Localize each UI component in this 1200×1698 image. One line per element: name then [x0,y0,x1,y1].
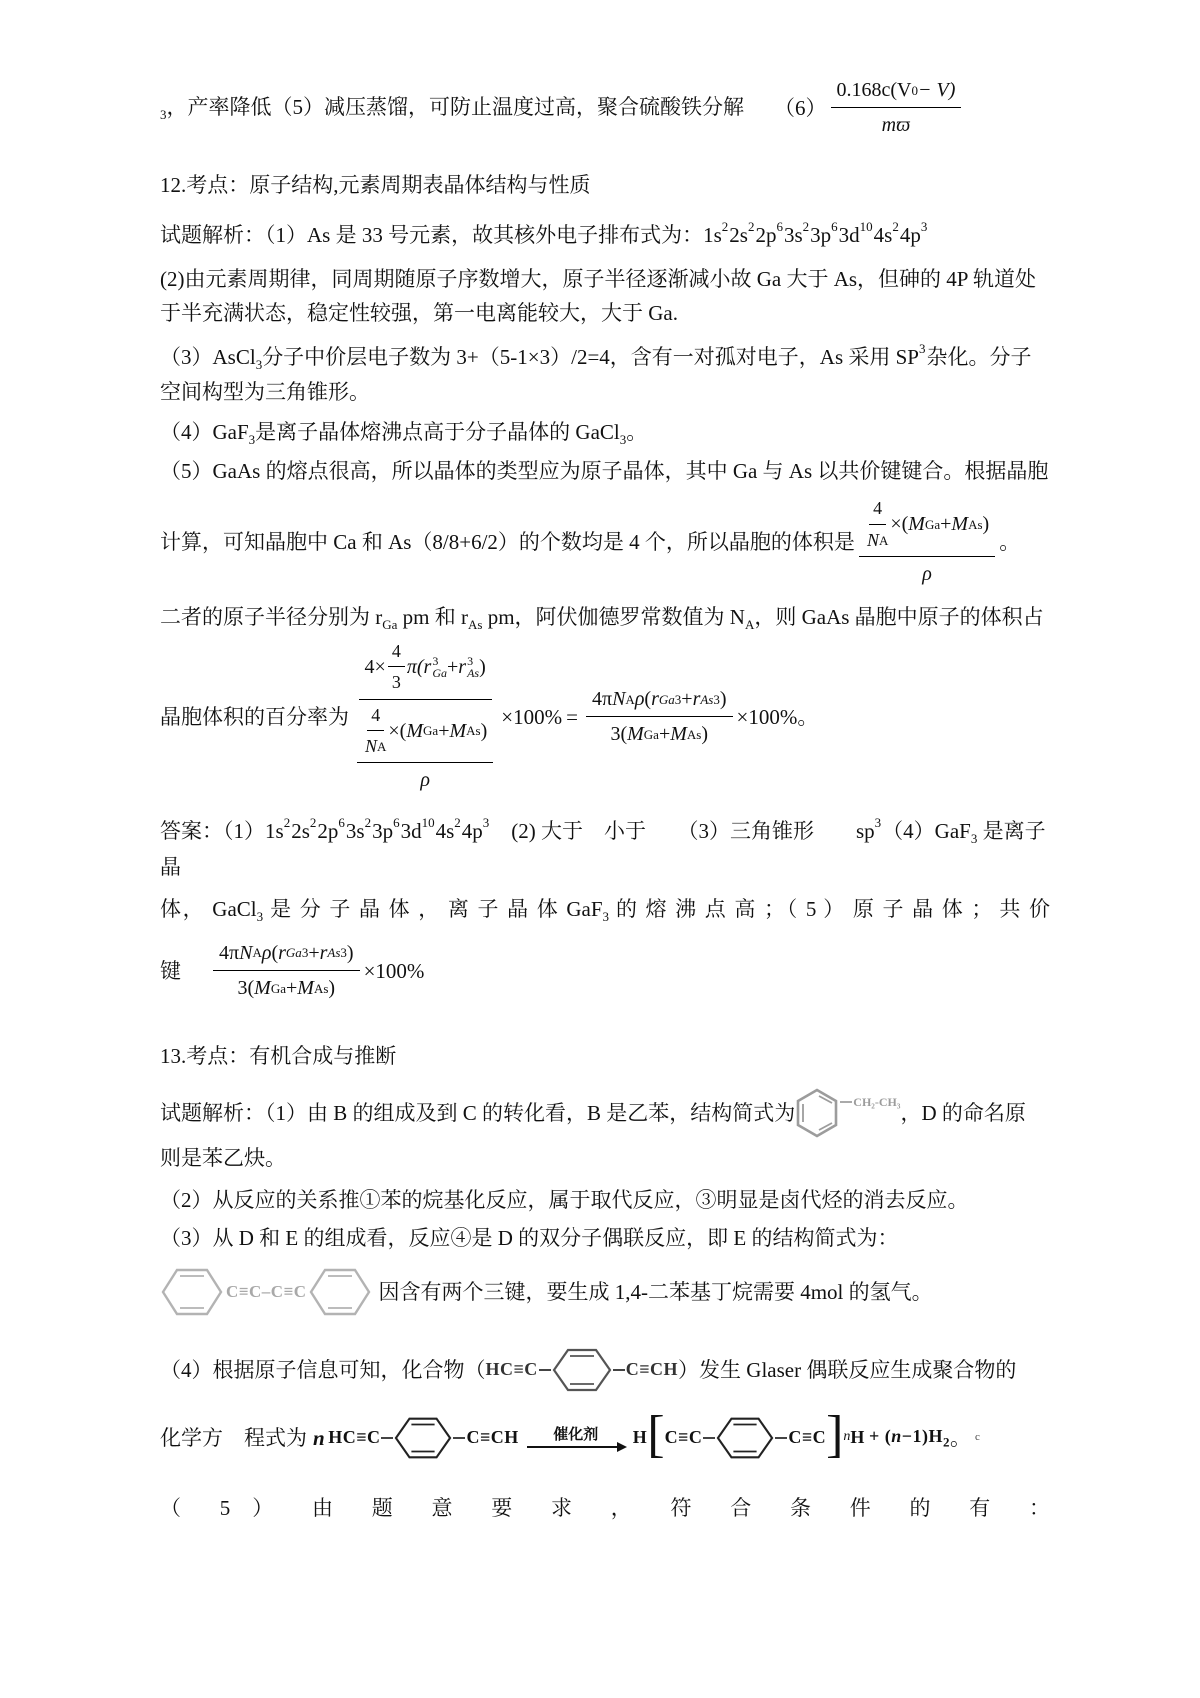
scan-artifact: c [974,1430,980,1443]
benzene-ring-icon [308,1265,372,1319]
q12-answer-line1: 答案：$(1)1s^22s^22p^63s^23p^63d^{10}4s^24p^3$ (2) 大于 小于 （3）三角锥形 $sp^3(4)GaF_3$ 是离子晶 [160,815,1046,879]
alkyne-right-label: C≡CH [625,1359,679,1380]
top-line-text: $_3$，产率降低（5）减压蒸馏，可防止温度过高，聚合硫酸铁分解 [160,95,744,123]
top-line [160,74,1050,142]
q12-percentage-formula: 晶胞体积的百分率为 4× $\frac{4}{3}$ π( r 3 Ga + r 3 As ) 4 N A ×( M Ga + M As ) ρ ×100% = 4π N A ρ ( r Ga 3 + r As 3 ) 3( M Ga + M As ) ×100%。 [160,637,1050,796]
bond-line [381,1437,393,1439]
reactant-left-label: HC≡C [328,1427,381,1448]
q12-analysis-3: （3）AsCl$_3$分子中价层电子数为 3+（5-1×3）/2=4，含有一对孤对电子，As 采用 $SP^3$杂化。分子 空间构型为三角锥形。 [160,340,1032,405]
titration-fraction: 0.168c(V 0 − V) mϖ [831,74,962,142]
q13-polymer-equation: 化学方 程式为 n HC≡C C≡CH 催化剂 H [ C≡C C≡C ] n H + $(n-1)H_2$ 。 c [160,1406,980,1464]
catalyst-label: 催化剂 [553,1427,599,1443]
percentage-fraction-lhs: 4× $\frac{4}{3}$ π( r 3 Ga + r 3 As ) 4 N A ×( M Ga + M As ) ρ [353,637,497,796]
q12-analysis-5-line1: （5）GaAs 的熔点很高，所以晶体的类型应为原子晶体，其中 Ga 与 As 以共价键键合。根据晶胞 [160,459,1049,484]
q13-diyne-structure-line: C≡C–C≡C 因含有两个三键，要生成 1,4-二苯基丁烷需要 4mol 的氢气。 [160,1265,1050,1319]
q12-analysis-radius: 二者的原子半径分别为 $r_{Ga}$ pm 和 $r_{As}$ pm，阿伏伽德罗常数值为 $N_A$，则 GaAs 晶胞中原子的体积占 [160,605,1044,633]
leading-subscript: 3 [160,107,167,123]
q12-answer-line2: 体， GaCl$_3$ 是 分 子 晶 体 ， 离 子 晶 体 GaF$_3$ 的 熔 沸 点 高 ；（ 5 ） 原 子 晶 体 ； 共 价 [160,896,1050,924]
repeat-unit-left: C≡C [664,1427,703,1448]
alkyne-left-label: HC≡C [485,1359,538,1380]
benzene-ring-icon [716,1415,774,1461]
benzene-ring-icon [795,1087,839,1139]
diyne-bridge-label: C≡C–C≡C [226,1281,307,1301]
q13-analysis-5: （ 5 ） 由 题 意 要 求 ， 符 合 条 件 的 有 ： [160,1495,1050,1520]
benzene-ring-icon [160,1265,224,1319]
percentage-fraction-rhs: 4π N A ρ ( r Ga 3 + r As 3 ) 3( M Ga + M As ) [586,683,733,751]
q13-analysis-3: （3）从 D 和 E 的组成看，反应④是 D 的双分子偶联反应，即 E 的结构简式为： [160,1225,899,1250]
electron-configuration: $1s^22s^22p^63s^23p^63d^{10}4s^24p^3$ [703,218,928,247]
q12-analysis-2: (2)由元素周期律，同周期随原子序数增大，原子半径逐渐减小故 Ga 大于 As，但砷的 4P 轨道处 于半充满状态，稳定性较强，第一电离能较大，大于 Ga. [160,266,1036,325]
close-bracket: ] [826,1406,844,1464]
q12-cell-volume-line: 计算，可知晶胞中 Ca 和 As（8/8+6/2）的个数均是 4 个，所以晶胞的体积是 4 N A ×( M Ga + M As ) ρ 。 [160,494,1050,590]
bond-line [613,1369,625,1371]
cell-volume-fraction: 4 N A ×( M Ga + M As ) ρ [859,494,995,590]
electron-configuration-answer: $1s^22s^22p^63s^23p^63d^{10}4s^24p^3$ [265,815,490,844]
benzene-ring-icon [394,1415,452,1461]
bond-line [775,1437,787,1439]
benzene-ring-icon [552,1347,612,1393]
bond-line [703,1437,715,1439]
q13-analysis-1: 试题解析：（1）由 B 的组成及到 C 的转化看，B 是乙苯，结构简式为 CH₂-CH₃ ，D 的命名原 [160,1087,1050,1139]
diethynylbenzene-structure [486,1347,679,1393]
answer-bond-fraction: 4π N A ρ ( r Ga 3 + r As 3 ) 3( M Ga + M As ) [213,937,360,1005]
bond-line [840,1101,852,1103]
polymer-subscript-n: n [843,1429,851,1445]
diphenyl-diyne-structure [160,1265,372,1319]
q13-heading: 13.考点：有机合成与推断 [160,1043,397,1068]
ethylbenzene-structure [795,1087,900,1139]
q12-analysis-1: 试题解析：（1）As 是 33 号元素，故其核外电子排布式为：$1s^22s^22p^63s^23p^63d^{10}4s^24p^3$ [160,218,928,247]
q12-heading: 12.考点：原子结构,元素周期表晶体结构与性质 [160,172,591,197]
catalyst-arrow [527,1427,625,1448]
bond-line [453,1437,465,1439]
repeat-unit-right: C≡C [788,1427,827,1448]
arrow-line [527,1446,625,1448]
q13-analysis-4: （4）根据原子信息可知，化合物（ HC≡C C≡CH ）发生 Glaser 偶联反应生成聚合物的 [160,1347,1050,1393]
coefficient-n: n [313,1425,326,1450]
reactant-right-label: C≡CH [466,1427,519,1448]
polymer-end-h2: H [850,1427,865,1448]
q13-analysis-2: （2）从反应的关系推①苯的烷基化反应，属于取代反应，③明显是卤代烃的消去反应。 [160,1187,969,1212]
question-6-label: （6） [774,95,827,120]
ethyl-group-label: CH₂-CH₃ [853,1094,901,1109]
q12-answer-line3: 键 4π N A ρ ( r Ga 3 + r As 3 ) 3( M Ga + M As ) ×100% [160,937,1050,1005]
bond-line [539,1369,551,1371]
open-bracket: [ [647,1406,665,1464]
q13-analysis-1-line2: 则是苯乙炔。 [160,1145,286,1170]
byproduct: + $(n-1)H_2$ [868,1426,950,1450]
q12-analysis-4: （4）GaF$_3$是离子晶体熔沸点高于分子晶体的 GaCl$_3$。 [160,420,648,448]
polymer-end-h: H [632,1427,648,1448]
